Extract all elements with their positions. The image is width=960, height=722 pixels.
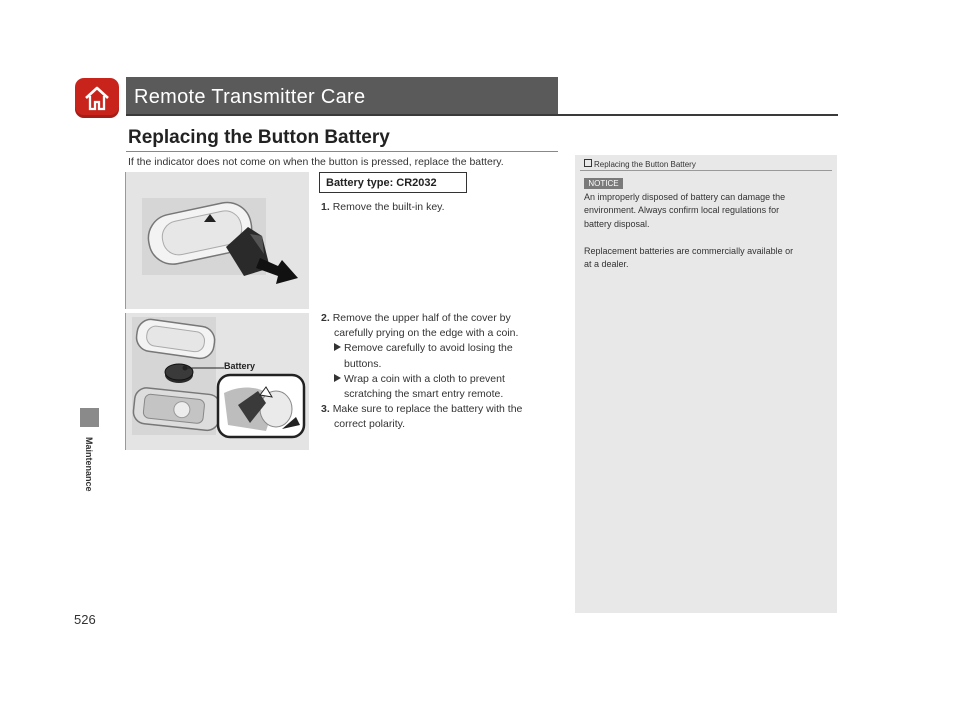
- key-fob-drawing: [126, 172, 309, 309]
- step-2-sub-1-line1: Remove carefully to avoid losing the: [344, 342, 513, 355]
- notes-title: [584, 159, 696, 169]
- step-1: [321, 200, 445, 215]
- chapter-tab-label: Maintenance: [84, 437, 94, 492]
- step-1-number: 1.: [321, 201, 330, 213]
- notice-line-3: battery disposal.: [584, 218, 650, 229]
- step-3-line2: correct polarity.: [334, 418, 405, 431]
- battery-type-box: Battery type: CR2032: [319, 172, 467, 193]
- notice-line-1: An improperly disposed of battery can damage the: [584, 192, 786, 202]
- arrow-right-icon: [334, 343, 341, 351]
- section-title: Remote Transmitter Care: [134, 86, 366, 108]
- key-removal-illustration: [125, 172, 309, 309]
- arrow-right-icon: [334, 374, 341, 382]
- step-2-line1: Remove the upper half of the cover by: [332, 312, 511, 324]
- notice-badge: NOTICE: [584, 178, 623, 189]
- step-2-sub-2-line2: scratching the smart entry remote.: [344, 388, 504, 401]
- home-button[interactable]: [75, 78, 119, 118]
- step-2-sub-2: [321, 372, 522, 387]
- step-2-line2: carefully prying on the edge with a coin.: [334, 327, 519, 340]
- home-icon: [82, 83, 112, 113]
- section-rule: [126, 114, 838, 116]
- step-2-number: 2.: [321, 312, 330, 324]
- notice-line-2: environment. Always confirm local regulations for: [584, 205, 780, 216]
- battery-callout-label: Battery: [224, 361, 256, 371]
- intro-text: If the indicator does not come on when the button is pressed, replace the battery.: [128, 156, 504, 168]
- chapter-tab-marker: [80, 408, 99, 427]
- notes-title-text: Replacing the Button Battery: [594, 160, 696, 169]
- heading-divider: [126, 151, 558, 152]
- step-3-number: 3.: [321, 403, 330, 416]
- reference-icon: [584, 159, 592, 167]
- replacement-line-1: Replacement batteries are commercially available or: [584, 246, 794, 256]
- page-number: 526: [74, 612, 96, 627]
- replacement-paragraph: [584, 245, 828, 272]
- page-heading: Replacing the Button Battery: [128, 127, 390, 148]
- step-2: [321, 311, 522, 433]
- battery-callout-line: [180, 355, 230, 385]
- notes-divider: [580, 170, 832, 171]
- step-2-sub-1-line2: buttons.: [344, 357, 382, 370]
- step-1-text: Remove the built-in key.: [332, 201, 445, 213]
- replacement-line-2: at a dealer.: [584, 259, 629, 270]
- step-2-sub-2-line1: Wrap a coin with a cloth to prevent: [344, 372, 505, 385]
- step-2-sub-1: [321, 341, 522, 356]
- step-3-line1: Make sure to replace the battery with the: [332, 403, 523, 416]
- notice-paragraph: [584, 191, 828, 231]
